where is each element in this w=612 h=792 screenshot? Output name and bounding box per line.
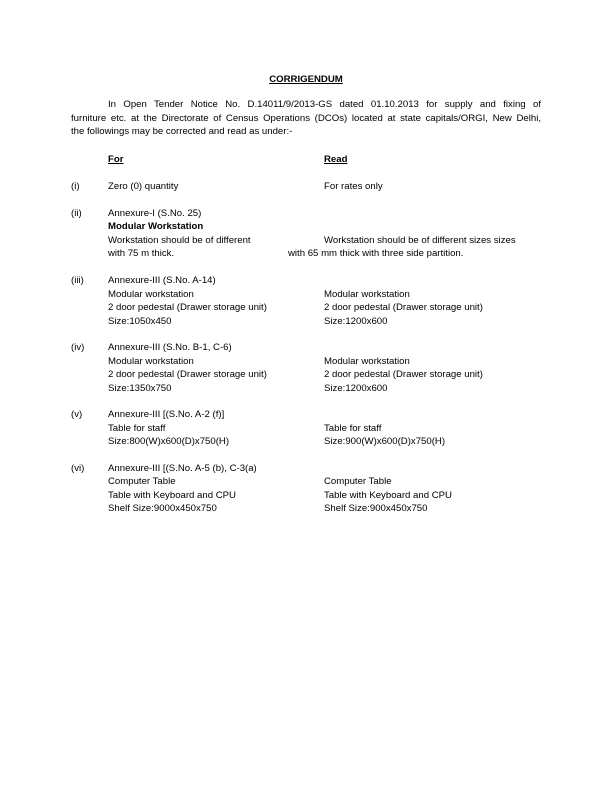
- item-number: (vi): [71, 463, 85, 474]
- for-annexure: Annexure-III [(S.No. A-5 (b), C-3(a): [108, 463, 257, 474]
- for-text: Table with Keyboard and CPU: [108, 490, 236, 501]
- for-text: Modular workstation: [108, 289, 194, 300]
- for-annexure: Annexure-III (S.No. A-14): [108, 275, 216, 286]
- item-number: (i): [71, 181, 80, 192]
- intro-paragraph: [71, 98, 541, 139]
- item-number: (v): [71, 409, 83, 420]
- read-text: Computer Table: [324, 476, 392, 487]
- for-text: Table for staff: [108, 423, 166, 434]
- read-text: Size:900(W)x600(D)x750(H): [324, 436, 446, 447]
- read-text: Table for staff: [324, 423, 382, 434]
- document-title: CORRIGENDUM: [269, 74, 343, 85]
- item-number: (iii): [71, 275, 84, 286]
- read-text: Size:1200x600: [324, 383, 388, 394]
- for-text: Zero (0) quantity: [108, 181, 179, 192]
- for-text: Size:1050x450: [108, 316, 172, 327]
- for-text: Modular workstation: [108, 356, 194, 367]
- for-text: Modular Workstation: [108, 221, 204, 232]
- read-column-header: Read: [324, 154, 348, 165]
- read-text: 2 door pedestal (Drawer storage unit): [324, 369, 483, 380]
- read-text: Modular workstation: [324, 289, 410, 300]
- for-text: Workstation should be of different: [108, 235, 251, 246]
- read-text: Shelf Size:900x450x750: [324, 503, 428, 514]
- intro-line-1: In Open Tender Notice No. D.14011/9/2013-GS dated 01.10.2013 for supply and fixing of: [108, 99, 541, 110]
- read-text: Size:1200x600: [324, 316, 388, 327]
- for-annexure: Annexure-III (S.No. B-1, C-6): [108, 342, 232, 353]
- for-annexure: Annexure-III [(S.No. A-2 (f)]: [108, 409, 225, 420]
- read-text: 2 door pedestal (Drawer storage unit): [324, 302, 483, 313]
- read-text: with 65 mm thick with three side partition.: [288, 248, 464, 259]
- read-text: Table with Keyboard and CPU: [324, 490, 452, 501]
- intro-line-3: the followings may be corrected and read as under:-: [71, 126, 293, 138]
- read-text: For rates only: [324, 181, 383, 192]
- for-text: with 75 m thick.: [108, 248, 175, 259]
- read-text: Modular workstation: [324, 356, 410, 367]
- intro-line-2: furniture etc. at the Directorate of Census Operations (DCOs) located at state capitals/ORGI, New Delhi,: [71, 112, 541, 124]
- for-text: 2 door pedestal (Drawer storage unit): [108, 369, 267, 380]
- for-text: 2 door pedestal (Drawer storage unit): [108, 302, 267, 313]
- for-column-header: For: [108, 154, 124, 165]
- for-text: Size:1350x750: [108, 383, 172, 394]
- for-text: Size:800(W)x600(D)x750(H): [108, 436, 230, 447]
- for-text: Computer Table: [108, 476, 176, 487]
- for-text: Shelf Size:9000x450x750: [108, 503, 217, 514]
- read-text: Workstation should be of different sizes sizes: [324, 235, 516, 246]
- item-number: (ii): [71, 208, 82, 219]
- for-annexure: Annexure-I (S.No. 25): [108, 208, 202, 219]
- item-number: (iv): [71, 342, 85, 353]
